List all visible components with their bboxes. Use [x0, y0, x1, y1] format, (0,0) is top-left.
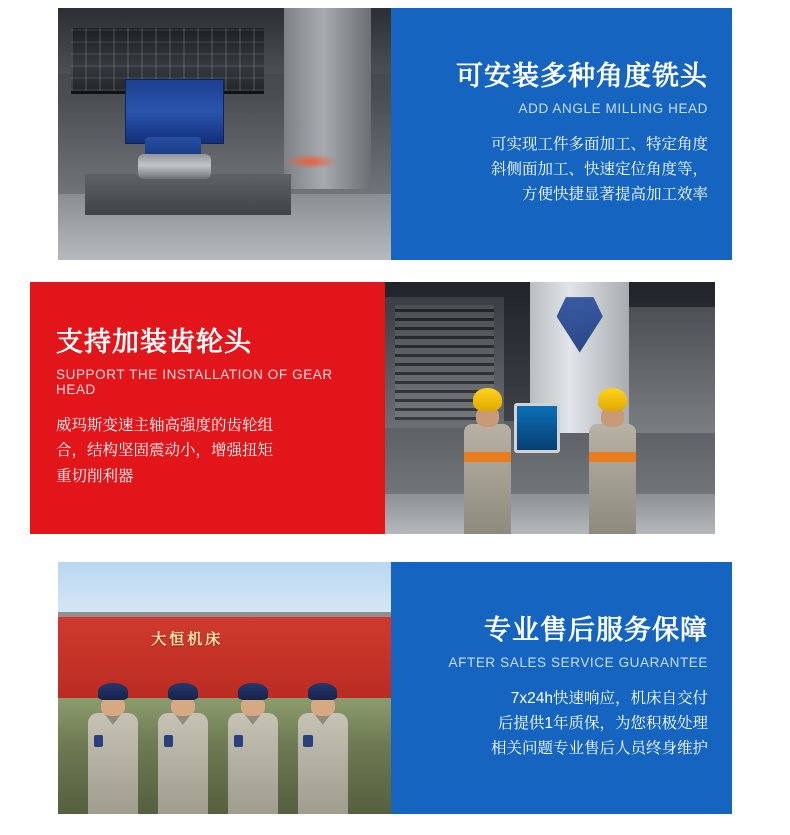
photo-team-member [85, 683, 142, 814]
photo-angle-milling-head [58, 8, 391, 260]
section-body-line: 可实现工件多面加工、特定角度 [490, 135, 708, 153]
photo-machine-bed [85, 174, 291, 214]
photo-member-body [158, 713, 208, 814]
photo-member-badge [94, 735, 103, 747]
section-headline: 专业售后服务保障 [484, 614, 708, 645]
photo-member-cap [168, 683, 197, 700]
section-after-sales-service [391, 562, 732, 814]
photo-member-face [241, 697, 265, 715]
section-subhead: ADD ANGLE MILLING HEAD [518, 100, 708, 116]
section-body-line: 威玛斯变速主轴高强度的齿轮组 [56, 417, 274, 435]
photo-team-member [155, 683, 212, 814]
section-body [413, 686, 708, 761]
photo-spindle-body [125, 79, 225, 145]
photo-worker-stripe [464, 452, 512, 462]
photo-building-sign: 大恒机床 [151, 630, 224, 648]
section-headline: 可安装多种角度铣头 [456, 60, 708, 91]
section-body-line: 斜侧面加工、快速定位角度等， [490, 160, 708, 178]
photo-worker-helmet [473, 388, 502, 411]
section-body-line: 方便快捷显著提高加工效率 [521, 186, 708, 204]
photo-spark-glow [284, 154, 337, 169]
photo-member-face [101, 697, 125, 715]
photo-workers-operating-panel [385, 282, 715, 534]
section-body-line: 后提供1年质保，为您积极处理 [497, 714, 708, 732]
section-body-line: 合，结构坚固震动小，增强扭矩 [56, 442, 274, 460]
photo-floor [385, 494, 715, 534]
photo-member-body [298, 713, 348, 814]
photo-member-badge [234, 735, 243, 747]
photo-milling-head [138, 154, 211, 179]
photo-worker-stripe [589, 452, 637, 462]
photo-control-screen [514, 403, 560, 453]
section-body [413, 132, 708, 207]
photo-team-member [294, 683, 351, 814]
photo-member-badge [164, 735, 173, 747]
photo-member-cap [98, 683, 127, 700]
photo-worker-helmet [598, 388, 627, 411]
photo-worker-body [464, 424, 512, 534]
photo-member-face [311, 697, 335, 715]
section-body-line: 7x24h快速响应，机床自交付 [510, 689, 708, 707]
photo-worker-body [589, 424, 637, 534]
section-body-line: 重切削利器 [56, 467, 134, 485]
photo-service-team [58, 562, 391, 814]
photo-team-member [225, 683, 282, 814]
section-subhead: SUPPORT THE INSTALLATION OF GEAR HEAD [56, 367, 333, 398]
section-body-line: 相关问题专业售后人员终身维护 [490, 740, 708, 758]
section-headline: 支持加装齿轮头 [56, 327, 252, 358]
section-body [56, 413, 367, 488]
photo-member-face [171, 697, 195, 715]
photo-member-body [88, 713, 138, 814]
section-gear-head [30, 282, 385, 534]
photo-worker [458, 388, 517, 534]
photo-member-body [228, 713, 278, 814]
photo-member-cap [238, 683, 267, 700]
photo-member-cap [308, 683, 337, 700]
photo-member-badge [303, 735, 312, 747]
section-subhead: AFTER SALES SERVICE GUARANTEE [448, 654, 708, 670]
section-angle-milling-head [391, 8, 732, 260]
photo-worker [583, 388, 642, 534]
